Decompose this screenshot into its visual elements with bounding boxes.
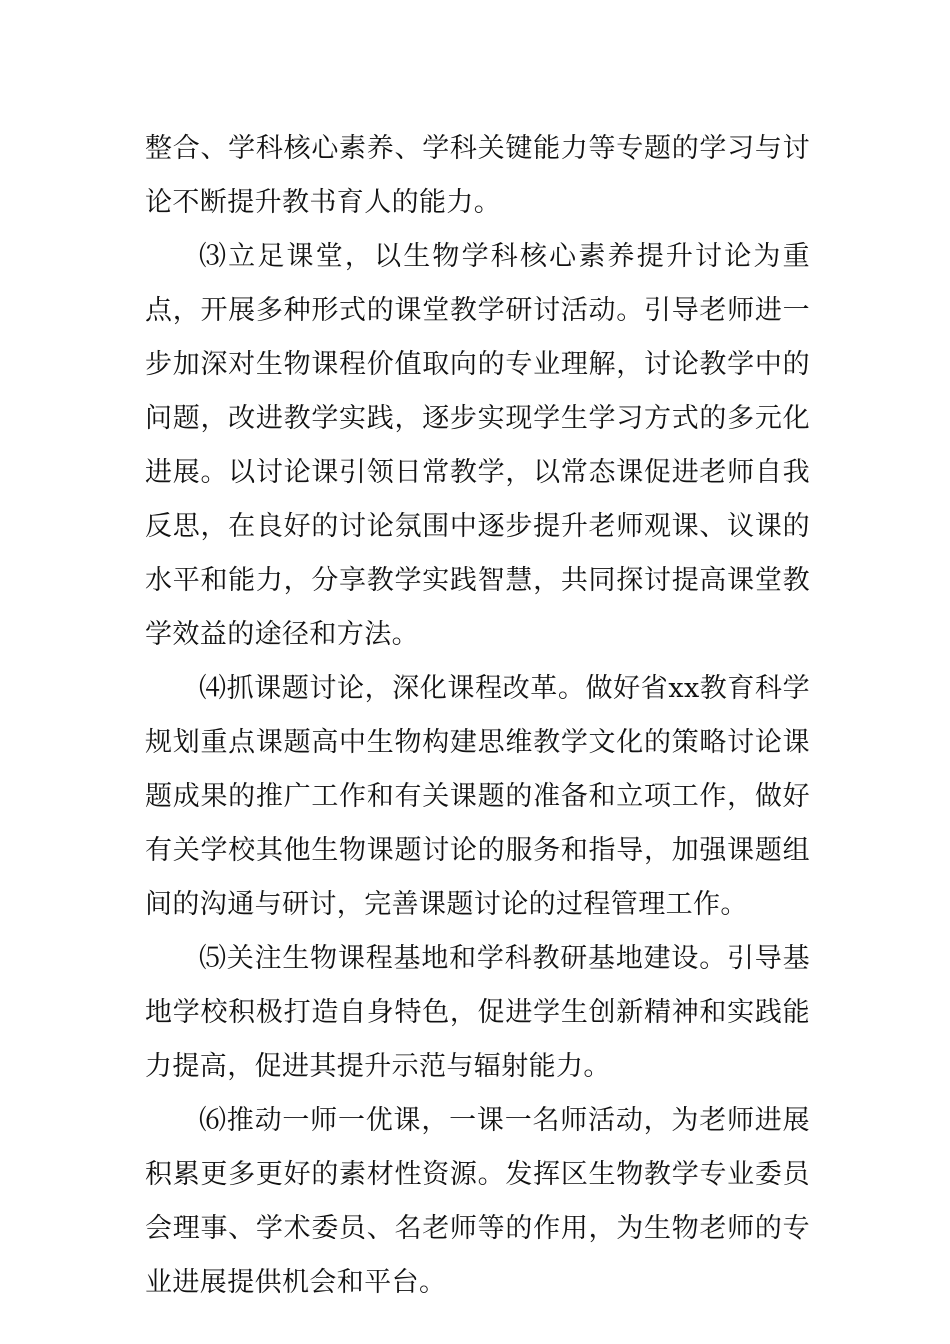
paragraph-item-3: ⑶立足课堂，以生物学科核心素养提升讨论为重点，开展多种形式的课堂教学研讨活动。引导老师进一步加深对生物课程价值取向的专业理解，讨论教学中的问题，改进教学实践，逐步实现学生学习方式的多元化进展。以讨论课引领日常教学，以常态课促进老师自我反思，在良好的讨论氛围中逐步提升老师观课、议课的水平和能力，分享教学实践智慧，共同探讨提高课堂教学效益的途径和方法。 <box>145 241 810 650</box>
document-body <box>145 122 810 1310</box>
paragraph-continuation: 整合、学科核心素养、学科关键能力等专题的学习与讨论不断提升教书育人的能力。 <box>145 133 810 218</box>
paragraph-item-6: ⑹推动一师一优课，一课一名师活动，为老师进展积累更多更好的素材性资源。发挥区生物教学专业委员会理事、学术委员、名老师等的作用，为生物老师的专业进展提供机会和平台。 <box>145 1105 810 1298</box>
paragraph-item-5: ⑸关注生物课程基地和学科教研基地建设。引导基地学校积极打造自身特色，促进学生创新精神和实践能力提高，促进其提升示范与辐射能力。 <box>145 943 810 1082</box>
paragraph-item-4: ⑷抓课题讨论，深化课程改革。做好省xx教育科学规划重点课题高中生物构建思维教学文化的策略讨论课题成果的推广工作和有关课题的准备和立项工作，做好有关学校其他生物课题讨论的服务和指导，加强课题组间的沟通与研讨，完善课题讨论的过程管理工作。 <box>145 673 810 920</box>
